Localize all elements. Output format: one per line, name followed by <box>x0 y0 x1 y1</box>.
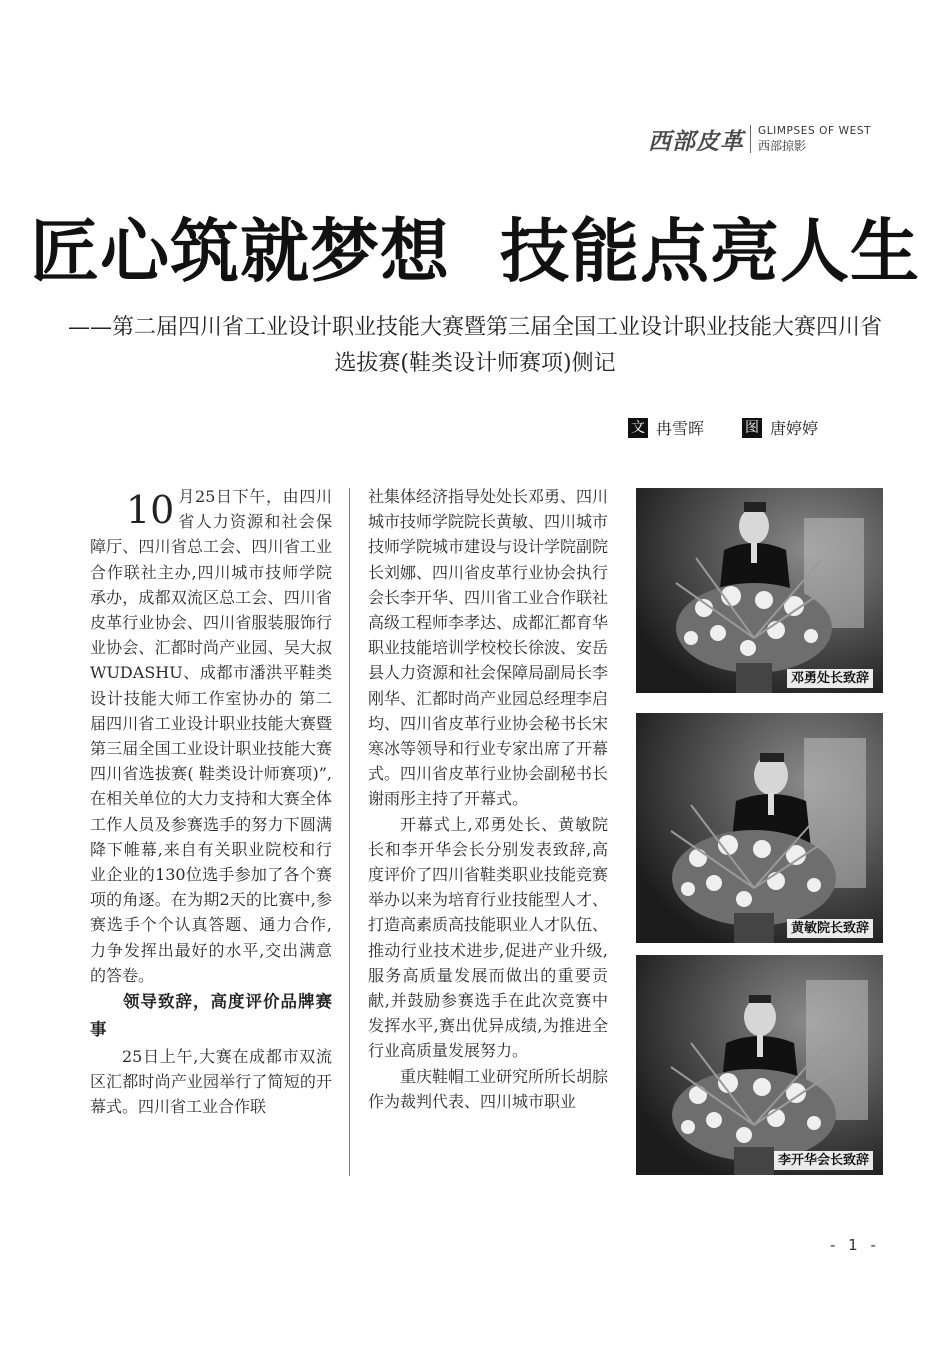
section-heading: 领导致辞，高度评价品牌赛事 <box>90 992 332 1040</box>
masthead-chinese: 西部掠影 <box>758 139 807 154</box>
column-divider <box>349 488 350 1176</box>
dropcap: 10 <box>126 488 175 532</box>
photo-1 <box>636 488 883 693</box>
speaker-photo-icon <box>636 955 883 1175</box>
photographer-name: 唐婷婷 <box>770 419 819 438</box>
page-number: - 1 - <box>830 1236 880 1254</box>
article-title: 匠心筑就梦想 技能点亮人生 <box>29 212 921 292</box>
speaker-photo-icon <box>636 713 883 943</box>
author-name: 冉雪晖 <box>656 419 705 438</box>
paragraph: 重庆鞋帽工业研究所所长胡腙作为裁判代表、四川城市职业 <box>368 1066 609 1111</box>
speaker-photo-icon <box>636 488 883 693</box>
photo-2 <box>636 713 883 943</box>
paragraph: 社集体经济指导处处长邓勇、四川城市技师学院院长黄敏、四川城市技师学院城市建设与设计学院副院长刘娜、四川省皮革行业协会执行会长李开华、四川省工业合作联社高级工程师李孝达、成都汇都育华职业技能培训学校校长徐波、安岳县人力资源和社会保障局副局长李刚华、汇都时尚产业园总经理李启均、四川省皮革行业协会秘书长宋寒冰等领导和行业专家出席了开幕式。四川省皮革行业协会副秘书长谢雨彤主持了开幕式。 <box>368 487 609 809</box>
text-credit-tag: 文 <box>628 418 648 438</box>
masthead-right <box>758 126 871 153</box>
masthead-english: GLIMPSES OF WEST <box>758 124 872 137</box>
photo-3 <box>636 955 883 1175</box>
masthead-separator <box>750 125 751 153</box>
masthead <box>648 122 871 156</box>
text-column-2 <box>368 484 608 1114</box>
paragraph-intro <box>90 484 332 988</box>
intro-text: 月25日下午，由四川省人力资源和社会保障厅、四川省总工会、四川省工业合作联社主办,四川城市技师学院承办，成都双流区总工会、四川省皮革行业协会、四川省服装服饰行业协会、汇都时尚产业园、吴大叔WUDASHU、成都市潘洪平鞋类设计技能大师工作室协办的 第二届四川省工业设计职业技能大赛暨第三届全国工业设计职业技能大赛四川省选拔赛( 鞋类设计师赛项)”,在相关单位的大力支持和大赛全体工作人员及参赛选手的努力下圆满降下帷幕,来自有关职业院校和行业企业的130位选手参加了各个赛项的角逐。在为期2天的比赛中,参赛选手个个认真答题、通力合作,力争发挥出最好的水平,交出满意的答卷。 <box>90 487 332 985</box>
masthead-logo: 西部皮革 <box>648 127 744 155</box>
paragraph: 25日上午,大赛在成都市双流区汇都时尚产业园举行了简短的开幕式。四川省工业合作联 <box>90 1047 332 1117</box>
photo-caption: 李开华会长致辞 <box>774 1151 873 1170</box>
article-credits <box>628 416 818 439</box>
text-column-1 <box>90 484 332 1120</box>
paragraph: 开幕式上,邓勇处长、黄敏院长和李开华会长分别发表致辞,高度评价了四川省鞋类职业技能竞赛举办以来为培育行业技能型人才、打造高素质高技能职业人才队伍、推动行业技术进步,促进产业升级,服务高质量发展而做出的重要贡献,并鼓励参赛选手在此次竞赛中发挥水平,赛出优异成绩,为推进全行业高质量发展努力。 <box>368 814 609 1061</box>
article-subtitle: ——第二届四川省工业设计职业技能大赛暨第三届全国工业设计职业技能大赛四川省选拔赛(鞋类设计师赛项)侧记 <box>67 315 882 376</box>
photo-credit-tag: 图 <box>742 418 762 438</box>
photo-caption: 黄敏院长致辞 <box>787 919 873 938</box>
photo-caption: 邓勇处长致辞 <box>787 669 873 688</box>
